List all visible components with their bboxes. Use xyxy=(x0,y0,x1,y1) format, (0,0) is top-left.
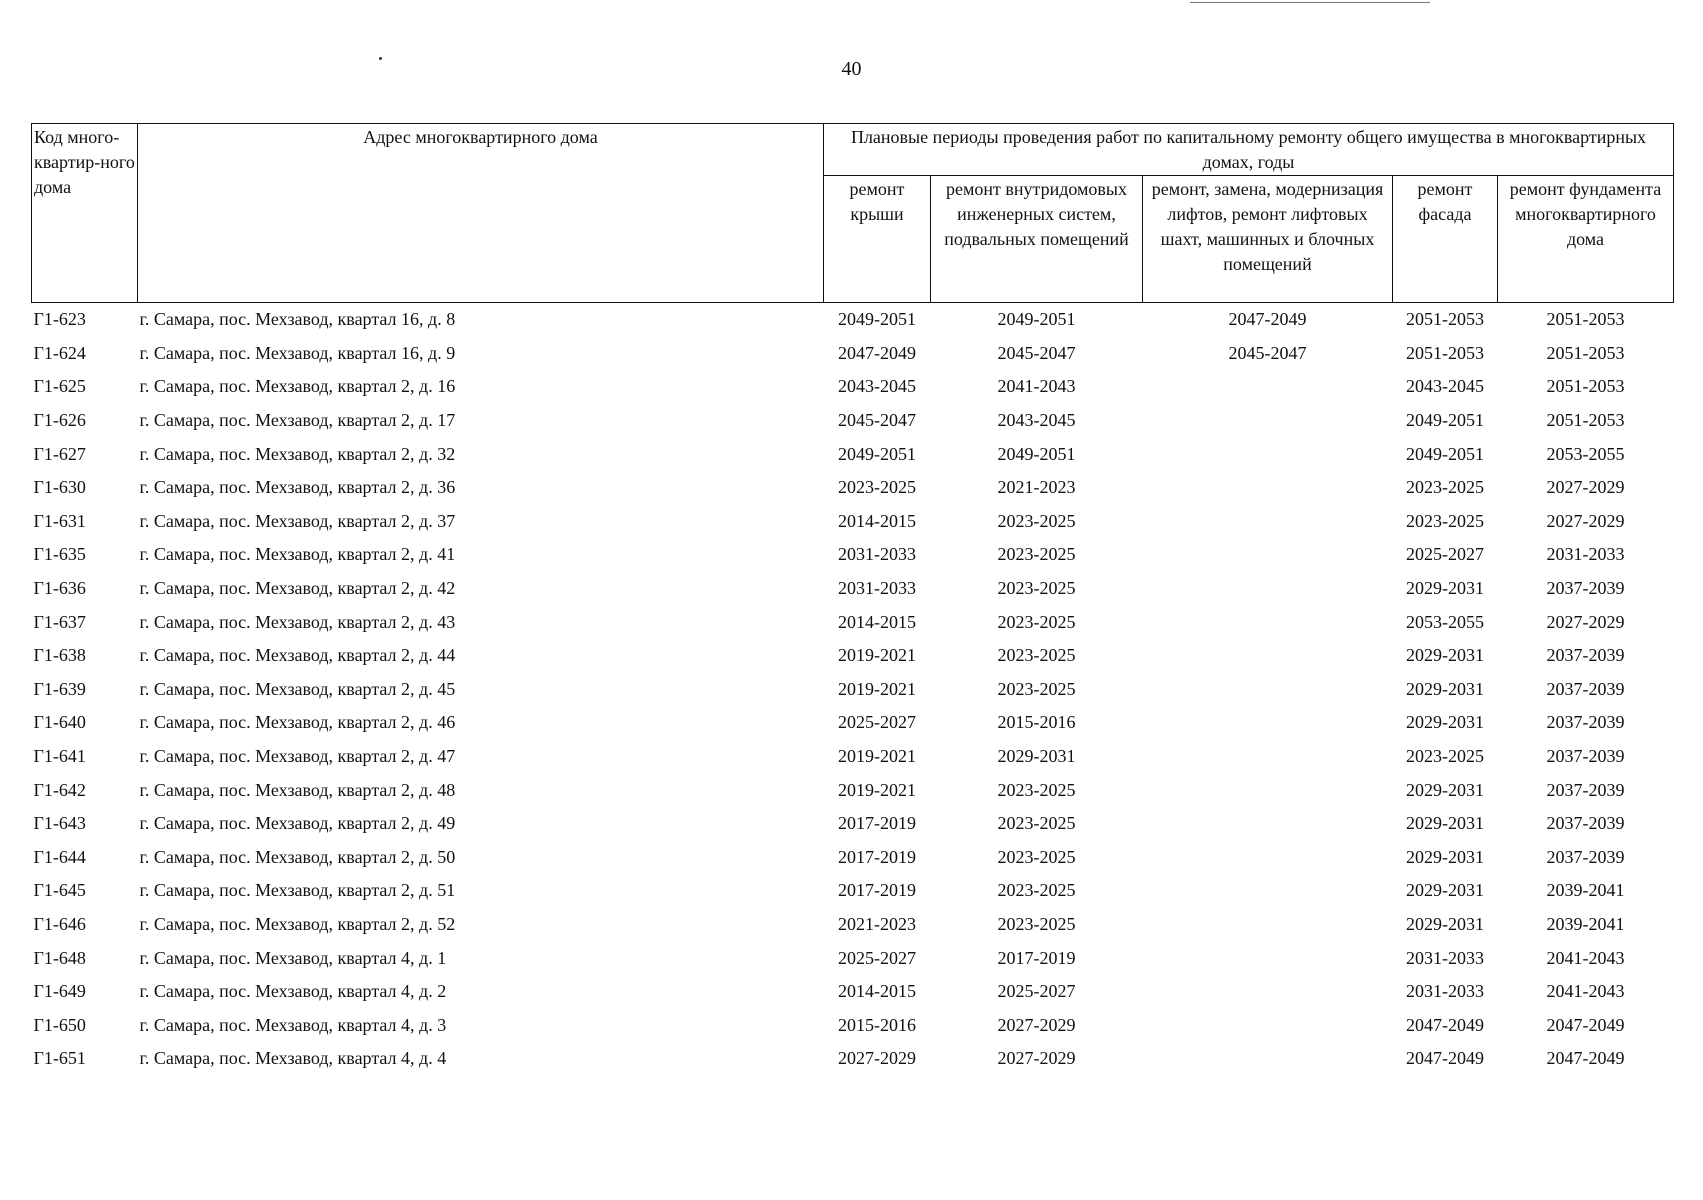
cell-roof: 2017-2019 xyxy=(838,813,916,834)
cell-code: Г1-626 xyxy=(33,410,86,431)
header-address: Адрес многоквартирного дома xyxy=(138,124,824,303)
cell-code: Г1-642 xyxy=(33,779,86,800)
cell-roof: 2019-2021 xyxy=(838,779,916,800)
cell-address: г. Самара, пос. Мехзавод, квартал 2, д. 51 xyxy=(139,880,456,901)
cell-lifts xyxy=(1143,370,1393,404)
header-systems: ремонт внутридомовых инженерных систем, подвальных помещений xyxy=(931,176,1143,303)
cell-systems: 2041-2043 xyxy=(997,376,1076,397)
table-row xyxy=(32,471,1674,505)
cell-facade: 2051-2053 xyxy=(1406,309,1484,330)
cell-lifts xyxy=(1143,505,1393,539)
cell-facade: 2029-2031 xyxy=(1406,779,1484,800)
cell-facade: 2047-2049 xyxy=(1406,1014,1484,1035)
cell-systems: 2023-2025 xyxy=(997,510,1076,531)
cell-address: г. Самара, пос. Мехзавод, квартал 2, д. 50 xyxy=(139,846,456,867)
cell-systems: 2023-2025 xyxy=(997,611,1076,632)
cell-address: г. Самара, пос. Мехзавод, квартал 2, д. 32 xyxy=(139,443,456,464)
table-row xyxy=(32,605,1674,639)
cell-lifts xyxy=(1143,908,1393,942)
table-row xyxy=(32,908,1674,942)
cell-lifts xyxy=(1143,941,1393,975)
cell-address: г. Самара, пос. Мехзавод, квартал 2, д. 36 xyxy=(139,477,456,498)
cell-facade: 2029-2031 xyxy=(1406,813,1484,834)
cell-facade: 2029-2031 xyxy=(1406,913,1484,934)
cell-systems: 2029-2031 xyxy=(997,746,1076,767)
cell-address: г. Самара, пос. Мехзавод, квартал 2, д. 42 xyxy=(139,578,456,599)
cell-foundation: 2037-2039 xyxy=(1546,712,1625,733)
table-row xyxy=(32,505,1674,539)
cell-roof: 2019-2021 xyxy=(838,678,916,699)
cell-code: Г1-651 xyxy=(33,1048,86,1069)
cell-address: г. Самара, пос. Мехзавод, квартал 4, д. 2 xyxy=(139,981,447,1002)
cell-facade: 2025-2027 xyxy=(1406,544,1484,565)
cell-foundation: 2047-2049 xyxy=(1546,1048,1625,1069)
cell-facade: 2023-2025 xyxy=(1406,477,1484,498)
cell-facade: 2023-2025 xyxy=(1406,746,1484,767)
cell-code: Г1-645 xyxy=(33,880,86,901)
table-row xyxy=(32,337,1674,371)
cell-foundation: 2041-2043 xyxy=(1546,947,1625,968)
cell-roof: 2019-2021 xyxy=(838,746,916,767)
cell-foundation: 2027-2029 xyxy=(1546,611,1625,632)
cell-code: Г1-643 xyxy=(33,813,86,834)
cell-lifts xyxy=(1143,740,1393,774)
cell-address: г. Самара, пос. Мехзавод, квартал 2, д. 17 xyxy=(139,410,456,431)
cell-code: Г1-624 xyxy=(33,342,86,363)
cell-systems: 2045-2047 xyxy=(997,342,1076,363)
cell-roof: 2027-2029 xyxy=(838,1048,916,1069)
table-row xyxy=(32,874,1674,908)
cell-facade: 2029-2031 xyxy=(1406,578,1484,599)
cell-roof: 2025-2027 xyxy=(838,712,916,733)
cell-lifts xyxy=(1143,1042,1393,1076)
cell-lifts xyxy=(1143,773,1393,807)
cell-roof: 2031-2033 xyxy=(838,578,916,599)
cell-facade: 2043-2045 xyxy=(1406,376,1484,397)
table-row xyxy=(32,975,1674,1009)
table-row xyxy=(32,773,1674,807)
cell-foundation: 2037-2039 xyxy=(1546,645,1625,666)
cell-foundation: 2039-2041 xyxy=(1546,880,1625,901)
top-scan-rule xyxy=(1190,2,1430,3)
cell-code: Г1-649 xyxy=(33,981,86,1002)
cell-systems: 2023-2025 xyxy=(997,880,1076,901)
cell-address: г. Самара, пос. Мехзавод, квартал 16, д. 8 xyxy=(139,309,456,330)
cell-code: Г1-644 xyxy=(33,846,86,867)
cell-roof: 2047-2049 xyxy=(838,342,916,363)
page-number: 40 xyxy=(841,58,862,80)
cell-lifts xyxy=(1143,673,1393,707)
table-row xyxy=(32,572,1674,606)
cell-facade: 2029-2031 xyxy=(1406,678,1484,699)
header-planned-periods: Плановые периоды проведения работ по капитальному ремонту общего имущества в многоквартирных домах, годы xyxy=(824,124,1674,176)
cell-foundation: 2037-2039 xyxy=(1546,846,1625,867)
table-row xyxy=(32,538,1674,572)
cell-lifts xyxy=(1143,639,1393,673)
cell-code: Г1-635 xyxy=(33,544,86,565)
cell-foundation: 2037-2039 xyxy=(1546,746,1625,767)
cell-foundation: 2037-2039 xyxy=(1546,578,1625,599)
cell-lifts xyxy=(1143,874,1393,908)
cell-facade: 2049-2051 xyxy=(1406,443,1484,464)
cell-lifts xyxy=(1143,807,1393,841)
cell-foundation: 2053-2055 xyxy=(1546,443,1625,464)
cell-address: г. Самара, пос. Мехзавод, квартал 2, д. 46 xyxy=(139,712,456,733)
cell-address: г. Самара, пос. Мехзавод, квартал 2, д. 52 xyxy=(139,913,456,934)
table-row xyxy=(32,437,1674,471)
cell-foundation: 2051-2053 xyxy=(1546,309,1625,330)
cell-systems: 2027-2029 xyxy=(997,1048,1076,1069)
cell-systems: 2017-2019 xyxy=(997,947,1076,968)
table-row xyxy=(32,370,1674,404)
cell-roof: 2025-2027 xyxy=(838,947,916,968)
cell-address: г. Самара, пос. Мехзавод, квартал 2, д. 37 xyxy=(139,510,456,531)
cell-address: г. Самара, пос. Мехзавод, квартал 4, д. 4 xyxy=(139,1048,447,1069)
cell-foundation: 2041-2043 xyxy=(1546,981,1625,1002)
cell-foundation: 2031-2033 xyxy=(1546,544,1625,565)
table-row xyxy=(32,639,1674,673)
table-row xyxy=(32,404,1674,438)
cell-foundation: 2027-2029 xyxy=(1546,477,1625,498)
cell-roof: 2021-2023 xyxy=(838,913,916,934)
cell-systems: 2027-2029 xyxy=(997,1014,1076,1035)
cell-foundation: 2037-2039 xyxy=(1546,779,1625,800)
cell-systems: 2043-2045 xyxy=(997,410,1076,431)
header-foundation: ремонт фундамента многоквартирного дома xyxy=(1498,176,1674,303)
cell-facade: 2051-2053 xyxy=(1406,342,1484,363)
header-lifts: ремонт, замена, модернизация лифтов, ремонт лифтовых шахт, машинных и блочных помещений xyxy=(1143,176,1393,303)
cell-address: г. Самара, пос. Мехзавод, квартал 4, д. 1 xyxy=(139,947,447,968)
cell-systems: 2023-2025 xyxy=(997,544,1076,565)
cell-facade: 2029-2031 xyxy=(1406,712,1484,733)
cell-systems: 2023-2025 xyxy=(997,813,1076,834)
cell-lifts xyxy=(1143,706,1393,740)
cell-code: Г1-650 xyxy=(33,1014,86,1035)
header-roof: ремонт крыши xyxy=(824,176,931,303)
cell-systems: 2023-2025 xyxy=(997,846,1076,867)
cell-code: Г1-631 xyxy=(33,510,86,531)
cell-lifts xyxy=(1143,437,1393,471)
table-row xyxy=(32,1008,1674,1042)
cell-systems: 2023-2025 xyxy=(997,578,1076,599)
table-row xyxy=(32,841,1674,875)
cell-lifts xyxy=(1143,605,1393,639)
cell-address: г. Самара, пос. Мехзавод, квартал 4, д. 3 xyxy=(139,1014,447,1035)
table-row xyxy=(32,941,1674,975)
cell-roof: 2017-2019 xyxy=(838,846,916,867)
cell-code: Г1-641 xyxy=(33,746,86,767)
cell-address: г. Самара, пос. Мехзавод, квартал 2, д. 43 xyxy=(139,611,456,632)
cell-code: Г1-639 xyxy=(33,678,86,699)
cell-roof: 2014-2015 xyxy=(838,510,916,531)
cell-address: г. Самара, пос. Мехзавод, квартал 2, д. 45 xyxy=(139,678,456,699)
cell-facade: 2049-2051 xyxy=(1406,410,1484,431)
cell-roof: 2031-2033 xyxy=(838,544,916,565)
table-row xyxy=(32,706,1674,740)
cell-address: г. Самара, пос. Мехзавод, квартал 2, д. 44 xyxy=(139,645,456,666)
cell-systems: 2023-2025 xyxy=(997,678,1076,699)
cell-facade: 2029-2031 xyxy=(1406,880,1484,901)
header-facade: ремонт фасада xyxy=(1393,176,1498,303)
cell-foundation: 2037-2039 xyxy=(1546,813,1625,834)
cell-facade: 2047-2049 xyxy=(1406,1048,1484,1069)
cell-code: Г1-627 xyxy=(33,443,86,464)
cell-foundation: 2051-2053 xyxy=(1546,342,1625,363)
table-row xyxy=(32,1042,1674,1076)
cell-foundation: 2027-2029 xyxy=(1546,510,1625,531)
cell-code: Г1-623 xyxy=(33,309,86,330)
cell-code: Г1-636 xyxy=(33,578,86,599)
cell-facade: 2053-2055 xyxy=(1406,611,1484,632)
cell-code: Г1-630 xyxy=(33,477,86,498)
repair-schedule-table xyxy=(31,123,1674,1076)
table-body xyxy=(32,303,1674,1076)
cell-facade: 2023-2025 xyxy=(1406,510,1484,531)
cell-address: г. Самара, пос. Мехзавод, квартал 2, д. 49 xyxy=(139,813,456,834)
cell-foundation: 2051-2053 xyxy=(1546,410,1625,431)
cell-lifts: 2047-2049 xyxy=(1228,309,1307,330)
cell-systems: 2049-2051 xyxy=(997,309,1076,330)
cell-lifts xyxy=(1143,975,1393,1009)
cell-address: г. Самара, пос. Мехзавод, квартал 2, д. 48 xyxy=(139,779,456,800)
cell-code: Г1-648 xyxy=(33,947,86,968)
table-row xyxy=(32,740,1674,774)
cell-lifts xyxy=(1143,1008,1393,1042)
cell-foundation: 2037-2039 xyxy=(1546,678,1625,699)
table-row xyxy=(32,673,1674,707)
cell-facade: 2031-2033 xyxy=(1406,981,1484,1002)
table-row xyxy=(32,303,1674,337)
cell-roof: 2043-2045 xyxy=(838,376,916,397)
cell-roof: 2014-2015 xyxy=(838,611,916,632)
cell-systems: 2021-2023 xyxy=(997,477,1076,498)
cell-facade: 2031-2033 xyxy=(1406,947,1484,968)
cell-systems: 2023-2025 xyxy=(997,913,1076,934)
cell-facade: 2029-2031 xyxy=(1406,645,1484,666)
table-row xyxy=(32,807,1674,841)
cell-roof: 2017-2019 xyxy=(838,880,916,901)
cell-systems: 2015-2016 xyxy=(997,712,1076,733)
cell-facade: 2029-2031 xyxy=(1406,846,1484,867)
cell-address: г. Самара, пос. Мехзавод, квартал 2, д. 16 xyxy=(139,376,456,397)
cell-roof: 2049-2051 xyxy=(838,443,916,464)
cell-address: г. Самара, пос. Мехзавод, квартал 2, д. 41 xyxy=(139,544,456,565)
cell-roof: 2023-2025 xyxy=(838,477,916,498)
cell-lifts: 2045-2047 xyxy=(1228,342,1307,363)
cell-systems: 2023-2025 xyxy=(997,645,1076,666)
cell-address: г. Самара, пос. Мехзавод, квартал 2, д. 47 xyxy=(139,746,456,767)
cell-lifts xyxy=(1143,572,1393,606)
cell-code: Г1-625 xyxy=(33,376,86,397)
cell-address: г. Самара, пос. Мехзавод, квартал 16, д. 9 xyxy=(139,342,456,363)
cell-systems: 2049-2051 xyxy=(997,443,1076,464)
cell-roof: 2015-2016 xyxy=(838,1014,916,1035)
cell-code: Г1-646 xyxy=(33,913,86,934)
cell-systems: 2025-2027 xyxy=(997,981,1076,1002)
cell-code: Г1-640 xyxy=(33,712,86,733)
cell-lifts xyxy=(1143,404,1393,438)
cell-foundation: 2047-2049 xyxy=(1546,1014,1625,1035)
cell-lifts xyxy=(1143,841,1393,875)
cell-roof: 2045-2047 xyxy=(838,410,916,431)
cell-roof: 2014-2015 xyxy=(838,981,916,1002)
cell-systems: 2023-2025 xyxy=(997,779,1076,800)
cell-roof: 2019-2021 xyxy=(838,645,916,666)
cell-lifts xyxy=(1143,471,1393,505)
cell-roof: 2049-2051 xyxy=(838,309,916,330)
cell-code: Г1-638 xyxy=(33,645,86,666)
cell-foundation: 2051-2053 xyxy=(1546,376,1625,397)
cell-foundation: 2039-2041 xyxy=(1546,913,1625,934)
header-code: Код много-квартир-ного дома xyxy=(32,124,138,303)
cell-lifts xyxy=(1143,538,1393,572)
cell-code: Г1-637 xyxy=(33,611,86,632)
